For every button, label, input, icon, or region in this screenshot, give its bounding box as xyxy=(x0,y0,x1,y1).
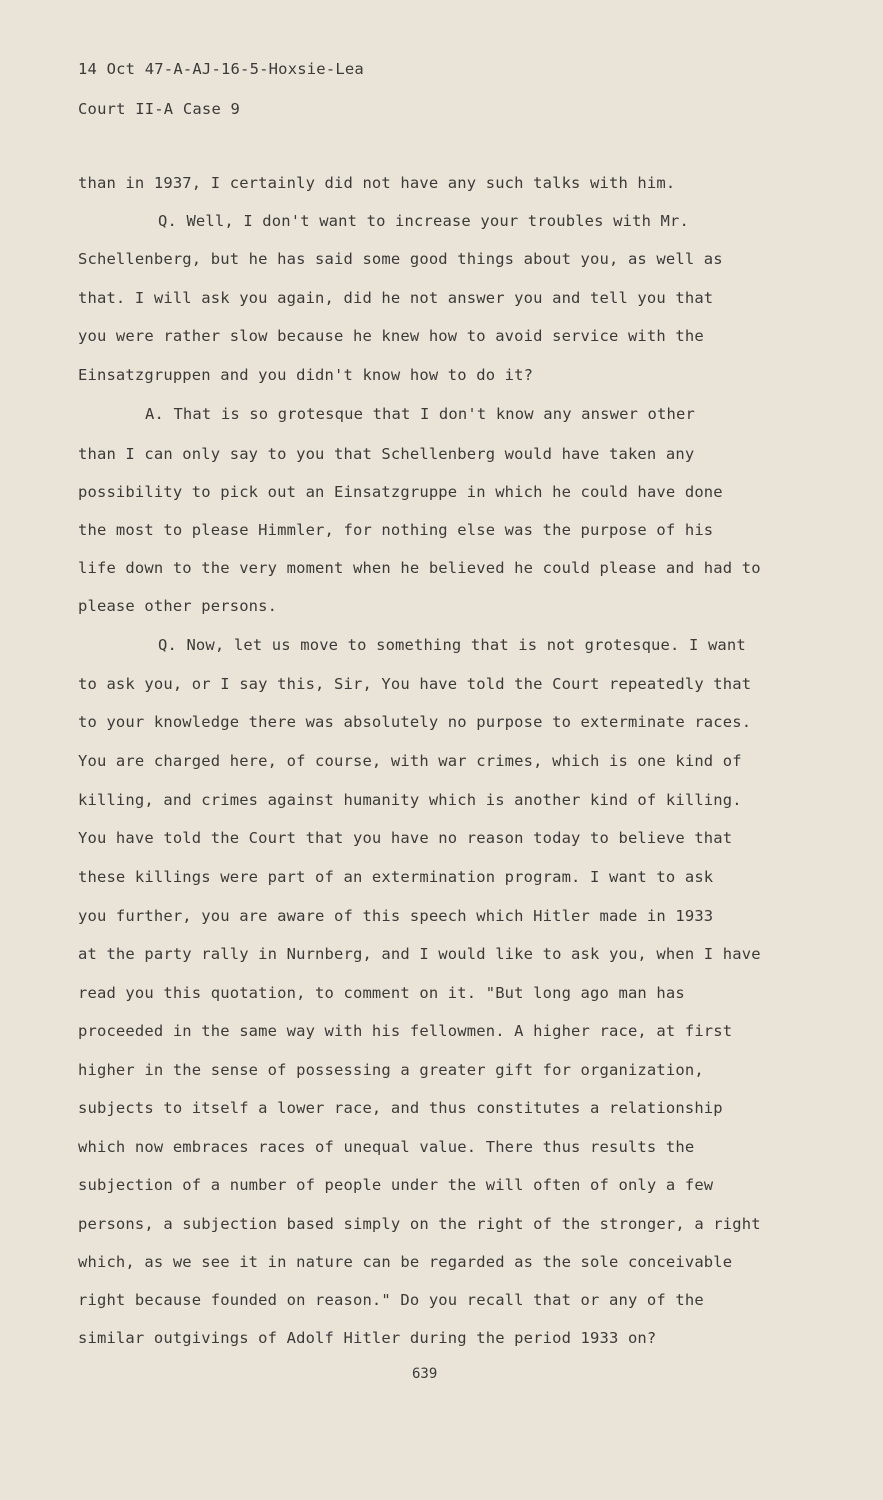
text-line: right because founded on reason." Do you recall that or any of the xyxy=(78,1291,704,1309)
court-case-label: Court II-A Case 9 xyxy=(78,100,241,118)
text-line: higher in the sense of possessing a greater gift for organization, xyxy=(78,1061,704,1079)
text-line: please other persons. xyxy=(78,597,278,615)
text-line: read you this quotation, to comment on it. "But long ago man has xyxy=(78,984,685,1002)
text-line: the most to please Himmler, for nothing else was the purpose of his xyxy=(78,521,714,539)
text-line: you further, you are aware of this speech which Hitler made in 1933 xyxy=(78,907,714,925)
text-line: which now embraces races of unequal value. There thus results the xyxy=(78,1138,695,1156)
text-line: You are charged here, of course, with war crimes, which is one kind of xyxy=(78,752,742,770)
text-line: you were rather slow because he knew how to avoid service with the xyxy=(78,327,704,345)
text-line: subjects to itself a lower race, and thus constitutes a relationship xyxy=(78,1099,723,1117)
text-line: than in 1937, I certainly did not have any such talks with him. xyxy=(78,174,676,192)
text-line: possibility to pick out an Einsatzgruppe in which he could have done xyxy=(78,483,723,501)
text-line: similar outgivings of Adolf Hitler during the period 1933 on? xyxy=(78,1329,657,1347)
text-line: Schellenberg, but he has said some good things about you, as well as xyxy=(78,250,723,268)
text-line: to your knowledge there was absolutely no purpose to exterminate races. xyxy=(78,713,752,731)
text-line: A. That is so grotesque that I don't know any answer other xyxy=(145,405,695,423)
text-line: Q. Well, I don't want to increase your troubles with Mr. xyxy=(158,212,689,230)
page-number: 639 xyxy=(412,1366,438,1382)
text-line: persons, a subjection based simply on the right of the stronger, a right xyxy=(78,1215,761,1233)
text-line: that. I will ask you again, did he not answer you and tell you that xyxy=(78,289,714,307)
text-line: than I can only say to you that Schellenberg would have taken any xyxy=(78,445,695,463)
text-line: Einsatzgruppen and you didn't know how to do it? xyxy=(78,366,534,384)
text-line: killing, and crimes against humanity which is another kind of killing. xyxy=(78,791,742,809)
text-line: which, as we see it in nature can be regarded as the sole conceivable xyxy=(78,1253,733,1271)
text-line: at the party rally in Nurnberg, and I would like to ask you, when I have xyxy=(78,945,761,963)
text-line: to ask you, or I say this, Sir, You have told the Court repeatedly that xyxy=(78,675,752,693)
text-line: Q. Now, let us move to something that is not grotesque. I want xyxy=(158,636,746,654)
text-line: life down to the very moment when he believed he could please and had to xyxy=(78,559,761,577)
document-reference: 14 Oct 47-A-AJ-16-5-Hoxsie-Lea xyxy=(78,60,364,78)
text-line: these killings were part of an extermination program. I want to ask xyxy=(78,868,714,886)
text-line: proceeded in the same way with his fellowmen. A higher race, at first xyxy=(78,1022,733,1040)
text-line: You have told the Court that you have no reason today to believe that xyxy=(78,829,733,847)
text-line: subjection of a number of people under the will often of only a few xyxy=(78,1176,714,1194)
